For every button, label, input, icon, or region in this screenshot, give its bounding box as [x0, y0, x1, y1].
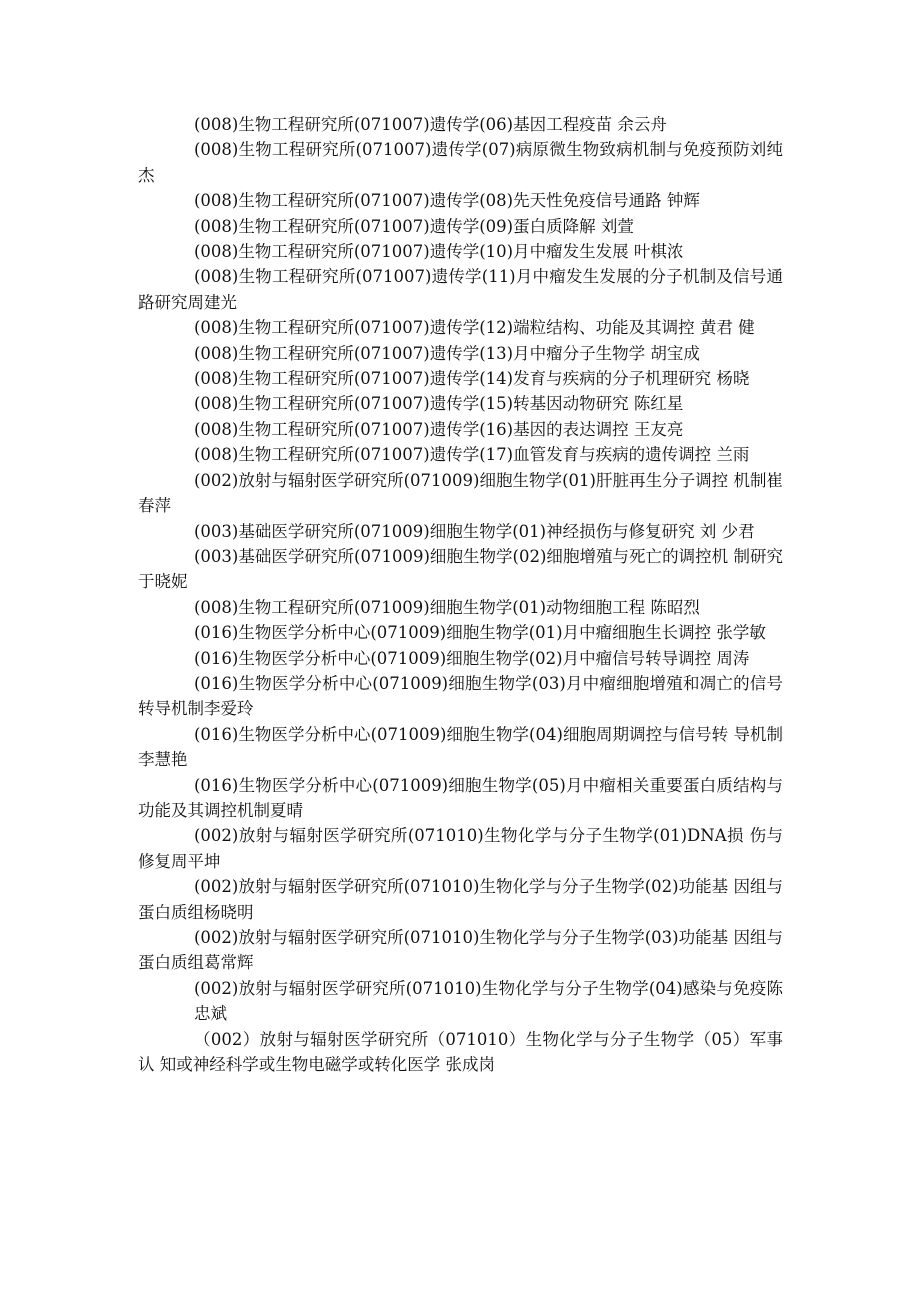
document-body: [138, 112, 783, 1077]
list-item: (008)生物工程研究所(071007)遗传学(17)血管发育与疾病的遗传调控 兰雨: [194, 445, 750, 465]
list-item: (002)放射与辐射医学研究所(071010)生物化学与分子生物学(02)功能基 因组与蛋白质组杨晓明: [138, 877, 783, 922]
list-item: (016)生物医学分析中心(071009)细胞生物学(01)月中瘤细胞生长调控 张学敏: [194, 623, 766, 643]
list-item: (008)生物工程研究所(071007)遗传学(11)月中瘤发生发展的分子机制及信号通路研究周建光: [138, 267, 783, 312]
list-item: (008)生物工程研究所(071007)遗传学(09)蛋白质降解 刘萱: [194, 216, 634, 236]
list-item: (016)生物医学分析中心(071009)细胞生物学(04)细胞周期调控与信号转 导机制李慧艳: [138, 724, 783, 770]
list-item: (008)生物工程研究所(071007)遗传学(07)病原微生物致病机制与免疫预防刘纯杰: [138, 140, 783, 185]
list-item: (002)放射与辐射医学研究所(071009)细胞生物学(01)肝脏再生分子调控 机制崔春萍: [138, 470, 783, 516]
list-item: (002)放射与辐射医学研究所(071010)生物化学与分子生物学(01)DNA损 伤与修复周平坤: [138, 826, 783, 871]
list-item: (002)放射与辐射医学研究所(071010)生物化学与分子生物学(03)功能基 因组与蛋白质组葛常辉: [138, 928, 783, 973]
list-item: (008)生物工程研究所(071007)遗传学(10)月中瘤发生发展 叶棋浓: [194, 242, 684, 262]
list-item: (008)生物工程研究所(071007)遗传学(06)基因工程疫苗 余云舟: [194, 115, 667, 134]
list-item: (016)生物医学分析中心(071009)细胞生物学(03)月中瘤细胞增殖和凋亡的信号转导机制李爱玲: [138, 673, 783, 719]
list-item: (008)生物工程研究所(071007)遗传学(15)转基因动物研究 陈红星: [194, 394, 684, 414]
list-item: (016)生物医学分析中心(071009)细胞生物学(02)月中瘤信号转导调控 周涛: [194, 648, 750, 668]
list-item: (008)生物工程研究所(071007)遗传学(08)先天性免疫信号通路 钟辉: [194, 191, 700, 211]
list-item: (008)生物工程研究所(071007)遗传学(13)月中瘤分子生物学 胡宝成: [194, 343, 700, 363]
list-item: (003)基础医学研究所(071009)细胞生物学(02)细胞增殖与死亡的调控机 制研究于晓妮: [138, 546, 783, 592]
list-item: (008)生物工程研究所(071007)遗传学(16)基因的表达调控 王友亮: [194, 419, 684, 439]
list-item: (003)基础医学研究所(071009)细胞生物学(01)神经损伤与修复研究 刘 少君: [194, 521, 755, 541]
list-item: (016)生物医学分析中心(071009)细胞生物学(05)月中瘤相关重要蛋白质结构与功能及其调控机制夏晴: [138, 775, 783, 820]
list-item: (008)生物工程研究所(071007)遗传学(12)端粒结构、功能及其调控 黄君 健: [194, 318, 755, 338]
list-item: (008)生物工程研究所(071007)遗传学(14)发育与疾病的分子机理研究 杨晓: [194, 369, 750, 389]
list-item: (002)放射与辐射医学研究所(071010)生物化学与分子生物学(04)感染与免疫陈忠斌: [194, 978, 783, 1024]
list-item: （002）放射与辐射医学研究所（071010）生物化学与分子生物学（05）军事认 知或神经科学或生物电磁学或转化医学 张成岗: [138, 1029, 783, 1075]
list-item: (008)生物工程研究所(071009)细胞生物学(01)动物细胞工程 陈昭烈: [194, 597, 700, 617]
